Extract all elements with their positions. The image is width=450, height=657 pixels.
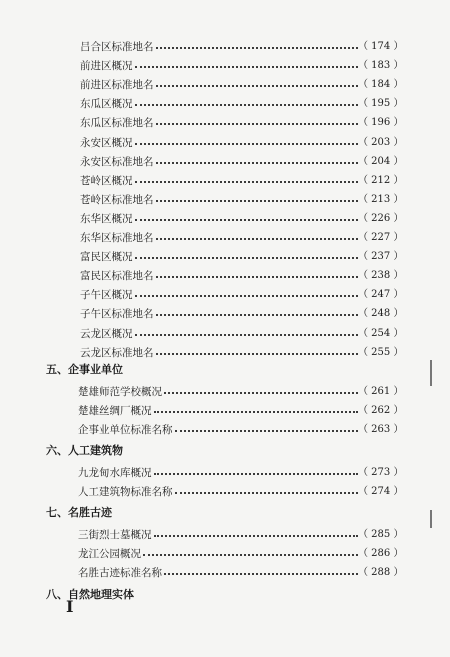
dot-leader: [135, 104, 358, 106]
dot-leader: [135, 257, 358, 259]
toc-entry-page: （ 254 ）: [358, 327, 404, 339]
toc-entry-label: 龙江公园概况: [78, 548, 141, 561]
toc-entry-page: （ 238 ）: [358, 270, 404, 282]
toc-entry[interactable]: [0, 172, 450, 190]
dot-leader: [164, 392, 358, 394]
toc-entry-label: 永安区概况: [80, 136, 133, 149]
toc-entry-label: 富民区概况: [80, 251, 133, 264]
toc-entry-page: （ 183 ）: [358, 60, 404, 72]
toc-entry-label: 苍岭区概况: [80, 174, 133, 187]
toc-entry[interactable]: [0, 76, 450, 94]
toc-entry-page: （ 204 ）: [358, 155, 404, 167]
dot-leader: [154, 411, 358, 413]
dot-leader: [135, 66, 358, 68]
toc-entry[interactable]: [0, 153, 450, 171]
dot-leader: [156, 238, 358, 240]
page-number: I: [66, 597, 74, 616]
toc-entry-label: 云龙区概况: [80, 327, 133, 340]
toc-entry-page: （ 227 ）: [358, 232, 404, 243]
toc-entry[interactable]: [0, 286, 450, 304]
toc-entry[interactable]: [0, 267, 450, 285]
toc-entry-label: 吕合区标准地名: [80, 41, 154, 53]
toc-entry-label: 东瓜区概况: [80, 98, 133, 111]
toc-entry[interactable]: [0, 421, 450, 439]
toc-entry-page: （ 273 ）: [358, 467, 404, 478]
toc-entry-page: （ 196 ）: [358, 117, 404, 129]
dot-leader: [154, 535, 358, 537]
toc-entry-page: （ 262 ）: [358, 404, 404, 416]
toc-entry[interactable]: [0, 402, 450, 420]
dot-leader: [156, 47, 358, 49]
section-heading: 五、企事业单位: [46, 362, 123, 376]
toc-entry-page: （ 274 ）: [358, 486, 404, 498]
toc-entry-page: （ 288 ）: [358, 567, 404, 579]
toc-entry-label: 楚雄丝绸厂概况: [78, 404, 152, 417]
toc-entry[interactable]: [0, 134, 450, 152]
toc-entry-label: 企事业单位标准名称: [78, 423, 173, 436]
toc-entry-page: （ 263 ）: [358, 423, 404, 435]
toc-entry[interactable]: [0, 114, 450, 132]
toc-entry[interactable]: [0, 483, 450, 501]
toc-entry-label: 子午区标准地名: [80, 308, 154, 321]
dot-leader: [154, 473, 358, 475]
toc-entry-label: 前进区概况: [80, 60, 133, 73]
toc-entry-label: 苍岭区标准地名: [80, 193, 154, 206]
scan-edge-mark: [430, 510, 432, 528]
dot-leader: [135, 219, 358, 221]
toc-entry[interactable]: [0, 95, 450, 113]
toc-entry[interactable]: [0, 191, 450, 209]
toc-entry-label: 东瓜区标准地名: [80, 117, 154, 130]
toc-entry-label: 人工建筑物标准名称: [78, 486, 173, 499]
toc-entry[interactable]: [0, 344, 450, 362]
toc-entry-page: （ 248 ）: [358, 308, 404, 320]
toc-entry-page: （ 261 ）: [358, 385, 404, 397]
dot-leader: [156, 85, 358, 87]
toc-entry-page: （ 286 ）: [358, 548, 404, 560]
toc-entry[interactable]: [0, 57, 450, 75]
dot-leader: [156, 314, 358, 316]
dot-leader: [135, 334, 358, 336]
section-heading: 七、名胜古迹: [46, 506, 112, 520]
toc-entry-page: （ 255 ）: [358, 346, 404, 358]
dot-leader: [156, 123, 358, 125]
dot-leader: [175, 492, 358, 494]
toc-entry-page: （ 184 ）: [358, 79, 404, 91]
toc-entry-label: 云龙区标准地名: [80, 346, 154, 359]
toc-entry-page: （ 237 ）: [358, 251, 404, 263]
toc-entry[interactable]: [0, 210, 450, 228]
toc-entry[interactable]: [0, 564, 450, 582]
dot-leader: [135, 295, 358, 297]
toc-entry[interactable]: [0, 383, 450, 401]
toc-entry[interactable]: [0, 526, 450, 544]
scan-edge-mark: [430, 360, 432, 386]
toc-entry-label: 子午区概况: [80, 289, 133, 302]
dot-leader: [156, 353, 358, 355]
toc-entry-page: （ 203 ）: [358, 136, 404, 148]
toc-entry[interactable]: [0, 305, 450, 323]
toc-entry[interactable]: [0, 248, 450, 266]
dot-leader: [156, 162, 358, 164]
toc-entry[interactable]: [0, 545, 450, 563]
dot-leader: [135, 143, 358, 145]
toc-entry-page: （ 195 ）: [358, 98, 404, 110]
toc-entry[interactable]: [0, 229, 450, 247]
dot-leader: [135, 181, 358, 183]
toc-entry-label: 富民区标准地名: [80, 270, 154, 283]
dot-leader: [175, 430, 358, 432]
toc-entry-label: 永安区标准地名: [80, 155, 154, 168]
toc-entry-page: （ 285 ）: [358, 529, 404, 541]
dot-leader: [156, 276, 358, 278]
toc-entry-label: 东华区概况: [80, 212, 133, 225]
section-heading: 六、人工建筑物: [46, 444, 123, 457]
toc-entry-page: （ 212 ）: [358, 174, 404, 186]
toc-entry-label: 东华区标准地名: [80, 232, 154, 244]
toc-entry-page: （ 174 ）: [358, 41, 404, 52]
toc-entry-page: （ 226 ）: [358, 212, 404, 224]
dot-leader: [143, 554, 358, 556]
toc-entry[interactable]: [0, 38, 450, 56]
toc-entry[interactable]: [0, 464, 450, 482]
dot-leader: [156, 200, 358, 202]
toc-entry-page: （ 213 ）: [358, 193, 404, 205]
dot-leader: [164, 573, 358, 575]
toc-entry-label: 前进区标准地名: [80, 79, 154, 92]
section-heading: 八、自然地理实体: [46, 587, 134, 601]
toc-entry-label: 三街烈士墓概况: [78, 529, 152, 542]
toc-entry-label: 楚雄师范学校概况: [78, 385, 162, 398]
toc-entry-label: 九龙甸水库概况: [78, 467, 152, 479]
toc-entry[interactable]: [0, 325, 450, 343]
toc-entry-page: （ 247 ）: [358, 289, 404, 301]
toc-entry-label: 名胜古迹标准名称: [78, 567, 162, 580]
